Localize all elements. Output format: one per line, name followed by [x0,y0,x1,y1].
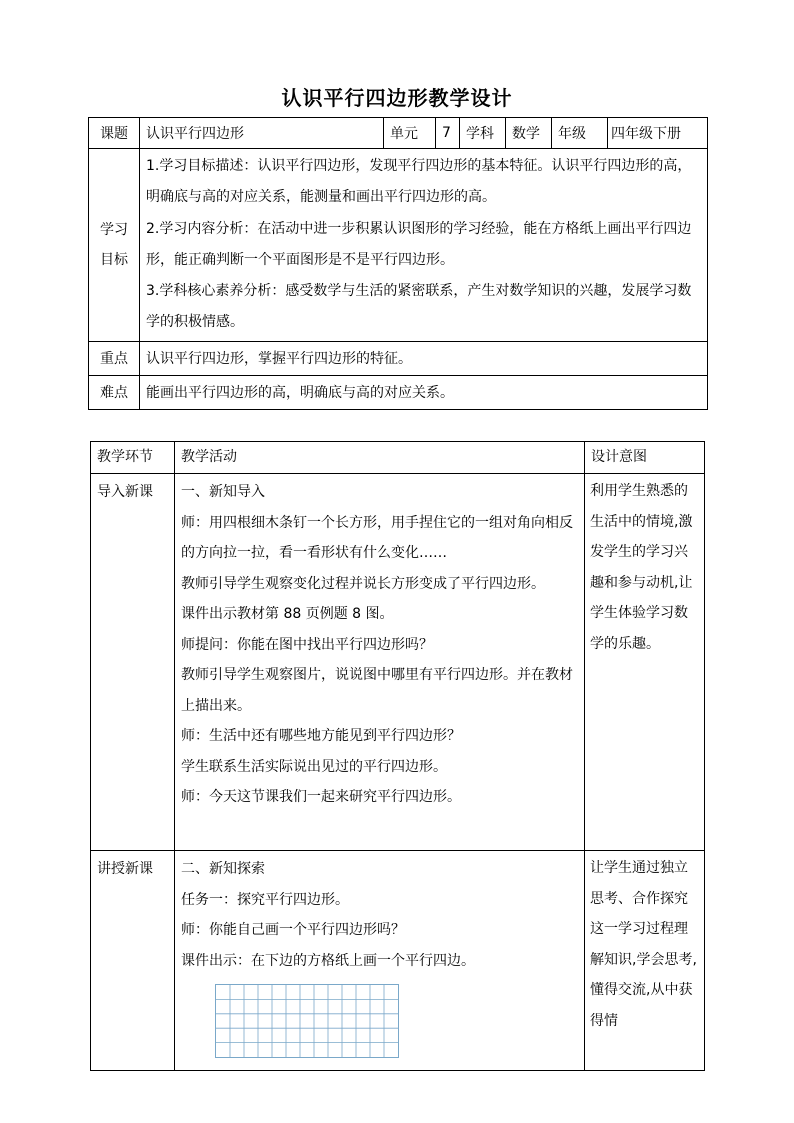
grade-label: 年级 [552,118,608,149]
objectives-text [140,149,708,342]
objective-item: 2.学习内容分析：在活动中进一步积累认识图形的学习经验，能在方格纸上画出平行四边形，能正确判断一个平面图形是不是平行四边形。 [146,220,692,268]
topic-value: 认识平行四边形 [140,118,384,149]
activity-cell [175,474,585,851]
objectives-label: 学习 目标 [89,149,140,342]
activity-line: 课件出示教材第 88 页例题 8 图。 [181,606,394,622]
subject-value: 数学 [506,118,552,149]
stage-cell: 导入新课 [91,474,175,851]
header-intent: 设计意图 [585,442,705,474]
activity-line: 师：今天这节课我们一起来研究平行四边形。 [181,789,461,805]
activity-line: 课件出示：在下边的方格纸上画一个平行四边。 [181,952,475,969]
activity-line: 学生联系生活实际说出见过的平行四边形。 [181,758,447,775]
unit-value: 7 [436,118,460,149]
activity-line: 教师引导学生观察变化过程并说长方形变成了平行四边形。 [181,575,545,592]
document-title: 认识平行四边形教学设计 [281,86,513,110]
activity-line: 师：用四根细木条钉一个长方形，用手捏住它的一组对角向相反的方向拉一拉，看一看形状有什么变化…… [181,514,573,561]
activity-line: 师提问：你能在图中找出平行四边形吗？ [181,636,433,653]
header-stage: 教学环节 [91,442,175,474]
activity-line: 师：你能自己画一个平行四边形吗？ [181,922,405,938]
activity-line: 师：生活中还有哪些地方能见到平行四边形？ [181,728,461,744]
activity-line: 任务一：探究平行四边形。 [181,891,349,908]
unit-label: 单元 [384,118,436,149]
key-point-text: 认识平行四边形，掌握平行四边形的特征。 [140,341,708,375]
intent-cell: 利用学生熟悉的生活中的情境,激发学生的学习兴趣和参与动机,让学生体验学习数学的乐趣。 [585,474,705,851]
lesson-info-table [88,117,708,410]
activity-line: 一、新知导入 [181,484,265,500]
teaching-process-table [90,441,705,1071]
activity-line: 二、新知探索 [181,861,265,877]
objective-item: 3.学科核心素养分析：感受数学与生活的紧密联系，产生对数学知识的兴趣，发展学习数学的积极情感。 [146,283,692,331]
grid-paper [215,984,399,1058]
subject-label: 学科 [460,118,506,149]
topic-label: 课题 [89,118,140,149]
objective-item: 1.学习目标描述：认识平行四边形，发现平行四边形的基本特征。认识平行四边形的高，明确底与高的对应关系，能测量和画出平行四边形的高。 [146,158,692,206]
grade-value: 四年级下册 [608,118,708,149]
intent-cell: 让学生通过独立思考、合作探究这一学习过程理解知识,学会思考,懂得交流,从中获得情 [585,851,705,1071]
activity-line: 教师引导学生观察图片，说说图中哪里有平行四边形。并在教材上描出来。 [181,667,573,714]
key-point-label: 重点 [89,341,140,375]
activity-cell [175,851,585,1071]
stage-cell: 讲授新课 [91,851,175,1071]
header-activity: 教学活动 [175,442,585,474]
difficulty-text: 能画出平行四边形的高，明确底与高的对应关系。 [140,375,708,409]
difficulty-label: 难点 [89,375,140,409]
